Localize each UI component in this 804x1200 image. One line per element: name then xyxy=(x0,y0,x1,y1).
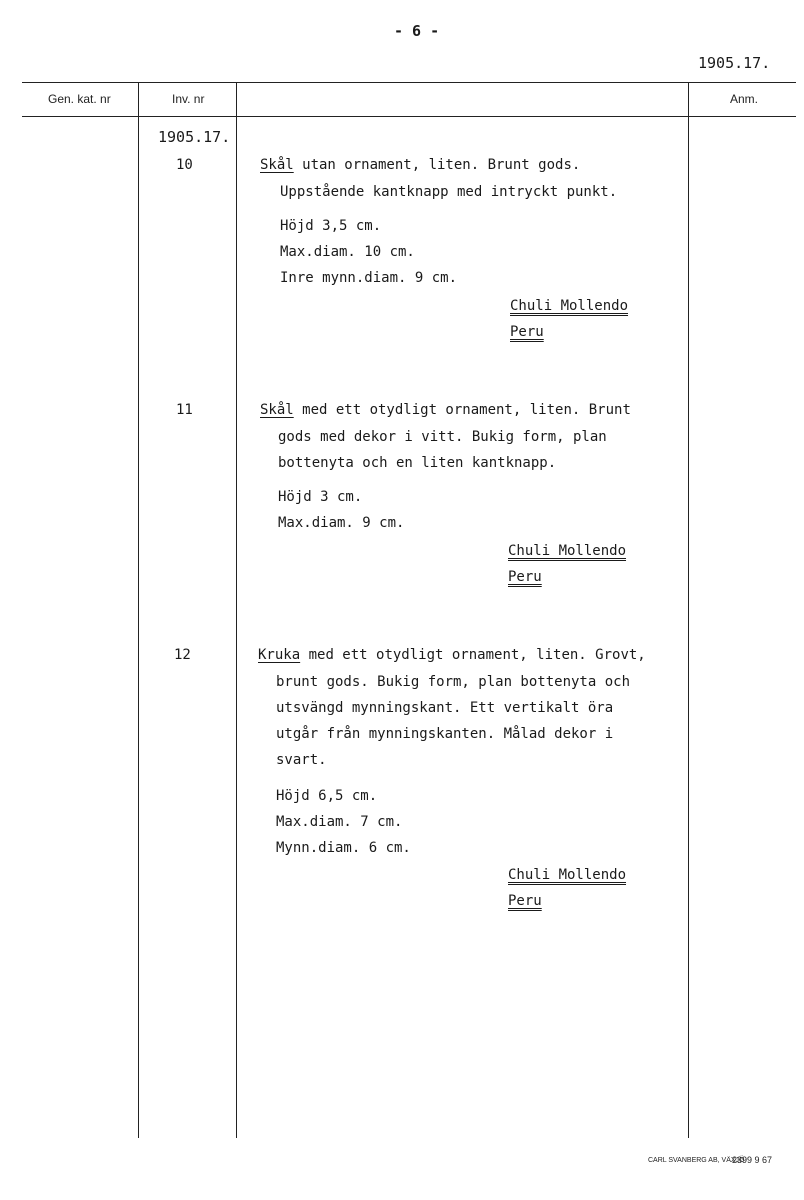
entry-object-name: Skål xyxy=(260,402,294,418)
column-divider-3 xyxy=(688,82,689,1138)
entry-first-line-rest: med ett otydligt ornament, liten. Grovt, xyxy=(300,647,646,663)
column-header-gen-kat-nr: Gen. kat. nr xyxy=(48,92,111,106)
entry-description-line: Uppstående kantknapp med intryckt punkt. xyxy=(280,184,618,200)
inv-group-number: 1905.17. xyxy=(158,128,231,146)
entry-description-line: svart. xyxy=(276,752,327,768)
entry-measurement: Höjd 3,5 cm. xyxy=(280,218,382,234)
entry-description-line: bottenyta och en liten kantknapp. xyxy=(278,455,557,471)
entry-first-line xyxy=(258,647,646,663)
entry-description-line: utsvängd mynningskant. Ett vertikalt öra xyxy=(276,700,614,716)
entry-measurement: Max.diam. 7 cm. xyxy=(276,814,403,830)
entry-site: Chuli Mollendo xyxy=(508,867,627,883)
entry-first-line xyxy=(260,157,580,173)
entry-country: Peru xyxy=(508,569,542,585)
column-header-anm: Anm. xyxy=(730,92,759,106)
column-divider-1 xyxy=(138,82,139,1138)
entry-description-line: gods med dekor i vitt. Bukig form, plan xyxy=(278,429,607,445)
printer-imprint: CARL SVANBERG AB, VÄXJÖ xyxy=(648,1157,745,1164)
entry-first-line-rest: utan ornament, liten. Brunt gods. xyxy=(293,157,581,173)
entry-measurement: Max.diam. 10 cm. xyxy=(280,244,415,260)
entry-first-line-rest: med ett otydligt ornament, liten. Brunt xyxy=(293,402,631,418)
entry-measurement: Mynn.diam. 6 cm. xyxy=(276,840,411,856)
entry-inv-nr: 12 xyxy=(174,647,191,663)
page-number: - 6 - xyxy=(394,22,440,40)
page-reference: 1905.17. xyxy=(698,54,771,72)
entry-site: Chuli Mollendo xyxy=(510,298,629,314)
entry-description-line: brunt gods. Bukig form, plan bottenyta och xyxy=(276,674,631,690)
entry-measurement: Höjd 6,5 cm. xyxy=(276,788,378,804)
entry-country: Peru xyxy=(508,893,542,909)
entry-site: Chuli Mollendo xyxy=(508,543,627,559)
entry-country: Peru xyxy=(510,324,544,340)
column-header-inv-nr: Inv. nr xyxy=(172,92,205,106)
entry-measurement: Inre mynn.diam. 9 cm. xyxy=(280,270,458,286)
entry-first-line xyxy=(260,402,631,418)
entry-measurement: Höjd 3 cm. xyxy=(278,489,363,505)
entry-inv-nr: 11 xyxy=(176,402,193,418)
entry-description-line: utgår från mynningskanten. Målad dekor i xyxy=(276,726,614,742)
entry-measurement: Max.diam. 9 cm. xyxy=(278,515,405,531)
entry-object-name: Kruka xyxy=(258,647,301,663)
column-divider-2 xyxy=(236,82,237,1138)
form-code: 2399 9 67 xyxy=(732,1155,773,1165)
entry-object-name: Skål xyxy=(260,157,294,173)
entry-inv-nr: 10 xyxy=(176,157,193,173)
